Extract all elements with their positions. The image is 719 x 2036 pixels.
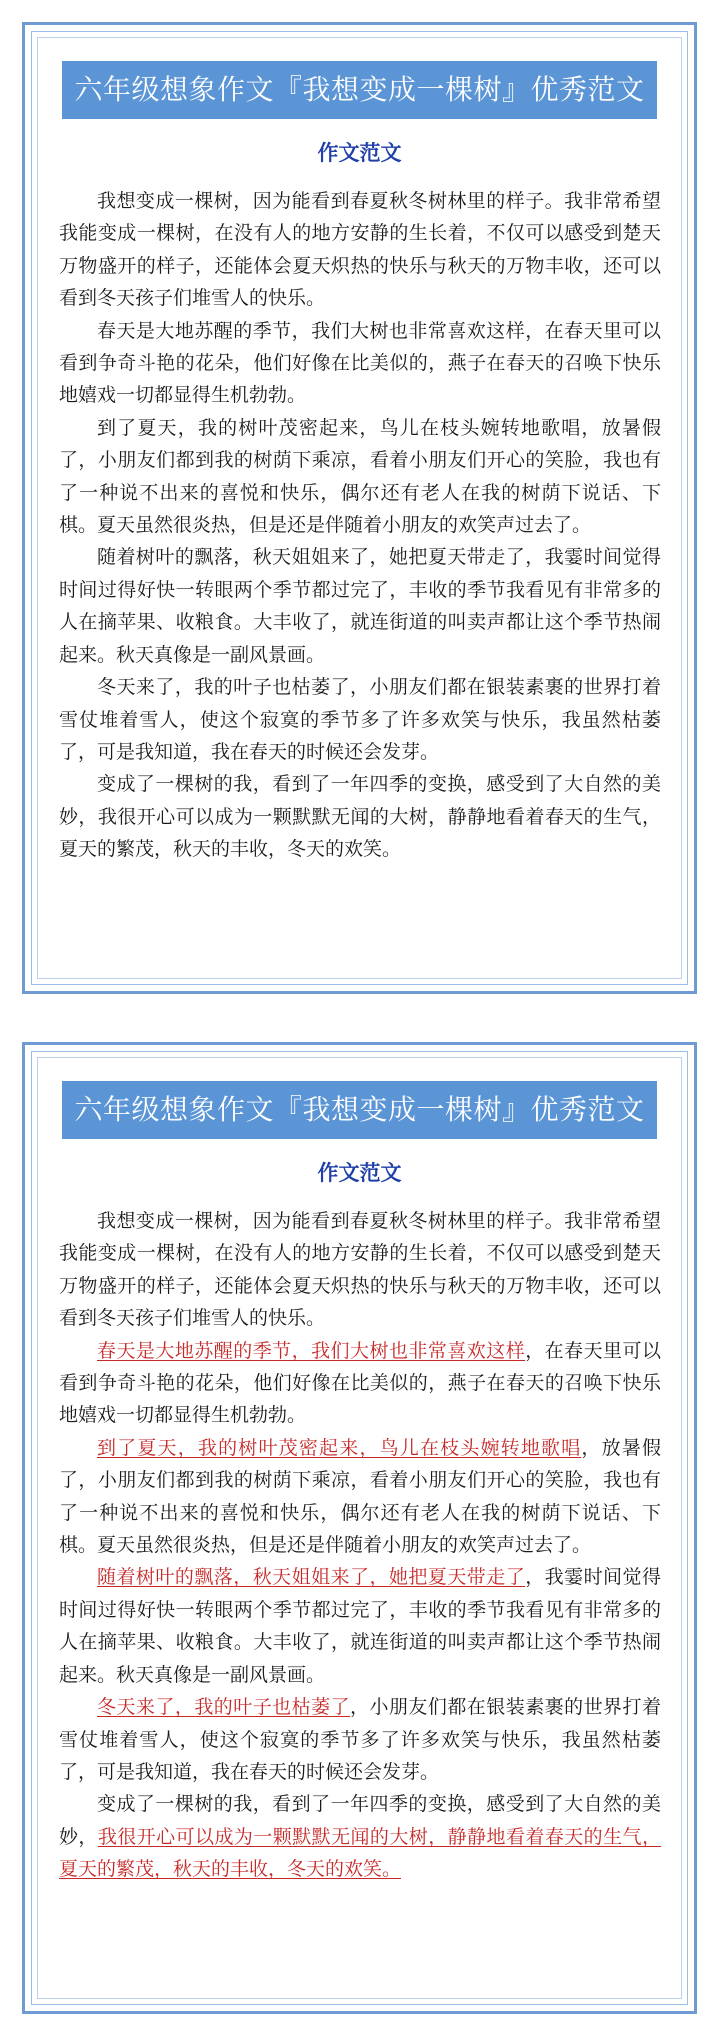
- essay-subtitle: 作文范文: [317, 1161, 402, 1185]
- essay-title: 六年级想象作文『我想变成一棵树』优秀范文: [62, 1081, 657, 1139]
- essay-subtitle: 作文范文: [317, 141, 402, 165]
- highlighted-sentence: 我很开心可以成为一颗默默无闻的大树，静静地看着春天的生气，夏天的繁茂，秋天的丰收，冬天的欢笑。: [59, 1825, 661, 1881]
- paragraph-rest: ，小朋友们都在银装素裹的世界打着雪仗堆着雪人，使这个寂寞的季节多了许多欢笑与快乐，我虽然枯萎了，可是我知道，我在春天的时候还会发芽。: [59, 1696, 661, 1783]
- paragraph: 冬天来了，我的叶子也枯萎了，小朋友们都在银装素裹的世界打着雪仗堆着雪人，使这个寂寞的季节多了许多欢笑与快乐，我虽然枯萎了，可是我知道，我在春天的时候还会发芽。: [59, 676, 661, 763]
- paragraph-rest: ，我霎时间觉得时间过得好快一转眼两个季节都过完了，丰收的季节我看见有非常多的人在摘苹果、收粮食。大丰收了，就连街道的叫卖声都让这个季节热闹起来。秋天真像是一副风景画。: [59, 1566, 661, 1686]
- annotated-paragraph: [59, 1432, 661, 1562]
- essay-body-annotated: [59, 1205, 661, 1886]
- annotated-paragraph: [59, 1205, 661, 1335]
- highlighted-sentence: 冬天来了，我的叶子也枯萎了: [97, 1696, 351, 1719]
- paragraph-rest: 我想变成一棵树，因为能看到春夏秋冬树林里的样子。我非常希望我能变成一棵树，在没有人的地方安静的生长着，不仅可以感受到楚天万物盛开的样子，还能体会夏天炽热的快乐与秋天的万物丰收，还可以看到冬天孩子们堆雪人的快乐。: [59, 1210, 661, 1330]
- essay-body: [59, 185, 661, 866]
- paragraph-rest: ，放暑假了，小朋友们都到我的树荫下乘凉，看着小朋友们开心的笑脸，我也有了一种说不出来的喜悦和快乐，偶尔还有老人在我的树荫下说话、下棋。夏天虽然很炎热，但是还是伴随着小朋友的欢笑声过去了。: [59, 1436, 661, 1557]
- highlighted-sentence: 春天是大地苏醒的季节，我们大树也非常喜欢这样: [97, 1339, 526, 1362]
- paragraph: 随着树叶的飘落，秋天姐姐来了，她把夏天带走了，我霎时间觉得时间过得好快一转眼两个季节都过完了，丰收的季节我看见有非常多的人在摘苹果、收粮食。大丰收了，就连街道的叫卖声都让这个季节热闹起来。秋天真像是一副风景画。: [59, 546, 661, 666]
- annotated-paragraph: [59, 1561, 661, 1691]
- annotated-paragraph: [59, 1788, 661, 1885]
- paragraph-lead: 变成了一棵树的我，看到了一年四季的变换，感受到了大自然的美妙，: [59, 1793, 661, 1848]
- paragraph-rest: ，在春天里可以看到争奇斗艳的花朵，他们好像在比美似的，燕子在春天的召唤下快乐地嬉戏一切都显得生机勃勃。: [59, 1339, 661, 1427]
- paragraph: 春天是大地苏醒的季节，我们大树也非常喜欢这样，在春天里可以看到争奇斗艳的花朵，他们好像在比美似的，燕子在春天的召唤下快乐地嬉戏一切都显得生机勃勃。: [59, 319, 661, 407]
- annotated-paragraph: [59, 1691, 661, 1788]
- essay-panel-annotated: [22, 1042, 697, 2014]
- paragraph: 到了夏天，我的树叶茂密起来，鸟儿在枝头婉转地歌唱，放暑假了，小朋友们都到我的树荫下乘凉，看着小朋友们开心的笑脸，我也有了一种说不出来的喜悦和快乐，偶尔还有老人在我的树荫下说话、下棋。夏天虽然很炎热，但是还是伴随着小朋友的欢笑声过去了。: [59, 416, 661, 537]
- paragraph: 我想变成一棵树，因为能看到春夏秋冬树林里的样子。我非常希望我能变成一棵树，在没有人的地方安静的生长着，不仅可以感受到楚天万物盛开的样子，还能体会夏天炽热的快乐与秋天的万物丰收，还可以看到冬天孩子们堆雪人的快乐。: [59, 190, 661, 310]
- highlighted-sentence: 随着树叶的飘落，秋天姐姐来了，她把夏天带走了: [97, 1566, 526, 1589]
- highlighted-sentence: 到了夏天，我的树叶茂密起来，鸟儿在枝头婉转地歌唱: [97, 1436, 582, 1459]
- paragraph: 变成了一棵树的我，看到了一年四季的变换，感受到了大自然的美妙，我很开心可以成为一颗默默无闻的大树，静静地看着春天的生气，夏天的繁茂，秋天的丰收，冬天的欢笑。: [59, 773, 661, 861]
- annotated-paragraph: [59, 1335, 661, 1432]
- essay-panel-plain: [22, 22, 697, 994]
- essay-title: 六年级想象作文『我想变成一棵树』优秀范文: [62, 61, 657, 119]
